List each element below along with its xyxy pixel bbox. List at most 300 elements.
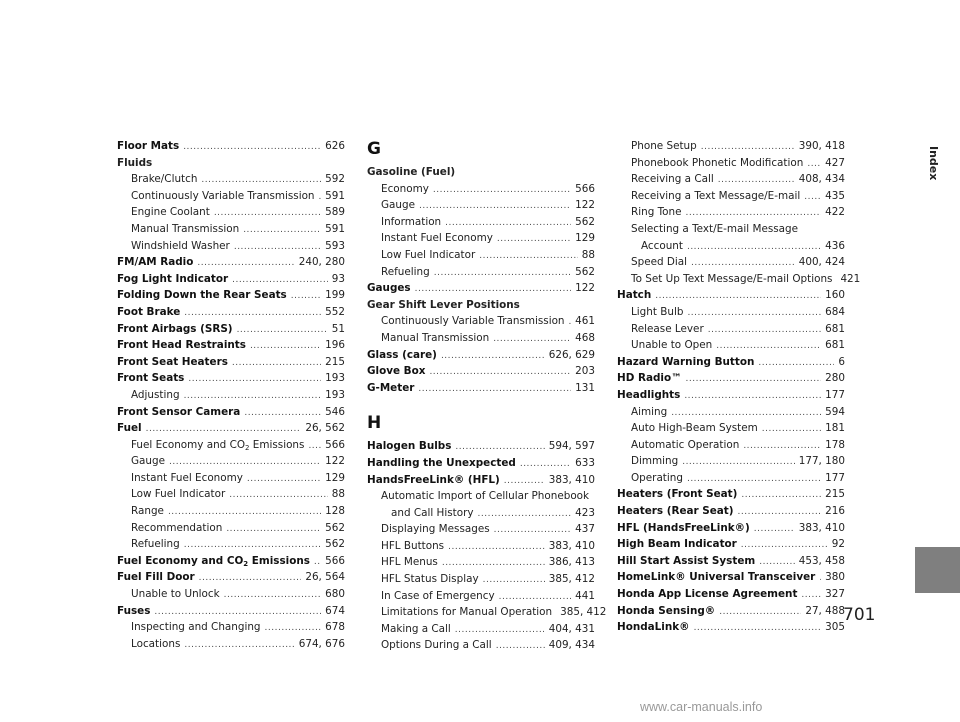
index-term: High Beam Indicator <box>617 538 737 551</box>
index-term: Glass (care) <box>367 348 437 361</box>
index-page-ref[interactable]: 594, 597 <box>548 440 595 453</box>
leader-dots <box>483 572 545 589</box>
index-entry <box>117 271 345 288</box>
index-page-ref[interactable]: 422 <box>825 206 845 219</box>
index-page-ref[interactable]: 592 <box>325 173 345 186</box>
index-page-ref[interactable]: 681 <box>825 339 845 352</box>
index-entry <box>117 354 345 371</box>
index-entry <box>117 453 345 470</box>
index-term: Headlights <box>617 388 681 401</box>
section-letter-g: G <box>367 139 381 159</box>
index-entry <box>117 553 345 570</box>
index-page-ref[interactable]: 26, 564 <box>305 571 345 584</box>
leader-dots <box>479 248 578 265</box>
index-entry <box>617 586 845 603</box>
index-term: Phonebook Phonetic Modification <box>631 156 804 169</box>
index-term: and Call History <box>391 506 474 519</box>
leader-dots <box>237 322 328 339</box>
index-page-ref[interactable]: 93 <box>331 272 345 285</box>
index-page-ref[interactable]: 591 <box>325 222 345 235</box>
index-term: Foot Brake <box>117 305 181 318</box>
leader-dots <box>169 454 321 471</box>
index-page-ref[interactable]: 435 <box>825 189 845 202</box>
index-term: Front Seat Heaters <box>117 355 228 368</box>
index-term: Account <box>641 239 683 252</box>
index-entry <box>117 586 345 603</box>
index-page-ref[interactable]: 680 <box>325 588 345 601</box>
index-page-ref[interactable]: 177, 180 <box>798 455 845 468</box>
index-side-tab <box>913 140 960 186</box>
leader-dots <box>682 454 795 471</box>
leader-dots <box>243 222 321 239</box>
index-entry <box>617 337 845 354</box>
index-entry <box>117 437 345 454</box>
leader-dots <box>229 487 328 504</box>
index-term: Locations <box>131 637 181 650</box>
index-term: Instant Fuel Economy <box>381 232 493 245</box>
leader-dots <box>433 182 571 199</box>
index-page-ref[interactable]: 562 <box>575 215 595 228</box>
index-entry <box>117 619 345 636</box>
index-page-ref[interactable]: 386, 413 <box>548 556 595 569</box>
index-term: Gauges <box>367 282 411 295</box>
leader-dots <box>762 421 821 438</box>
leader-dots <box>184 637 294 654</box>
index-page-ref[interactable]: 441 <box>575 589 595 602</box>
index-entry <box>117 254 345 271</box>
index-entry <box>367 505 595 522</box>
index-page-ref[interactable]: 552 <box>325 305 345 318</box>
leader-dots <box>759 554 795 571</box>
index-page-ref[interactable]: 409, 434 <box>548 639 595 652</box>
index-page-ref[interactable]: 131 <box>575 381 595 394</box>
leader-dots <box>478 506 572 523</box>
leader-dots <box>807 156 821 173</box>
index-page-ref[interactable]: 562 <box>325 521 345 534</box>
index-entry <box>617 486 845 503</box>
index-term: Release Lever <box>631 322 704 335</box>
index-entry <box>617 171 845 188</box>
index-term: Manual Transmission <box>131 222 240 235</box>
index-entry <box>617 287 845 304</box>
index-entry <box>367 347 595 364</box>
index-page-ref[interactable]: 240, 280 <box>298 256 345 269</box>
leader-dots <box>154 604 321 621</box>
index-page-ref[interactable]: 122 <box>575 199 595 212</box>
index-page-ref[interactable]: 468 <box>575 331 595 344</box>
index-entry <box>117 486 345 503</box>
index-entry <box>367 264 595 281</box>
index-term: Fog Light Indicator <box>117 272 229 285</box>
index-term: Unable to Unlock <box>131 588 220 601</box>
index-entry <box>617 536 845 553</box>
index-entry <box>367 330 595 347</box>
index-term: Continuously Variable Transmission <box>381 315 565 328</box>
index-page-ref[interactable]: 280 <box>825 372 845 385</box>
index-entry <box>367 363 595 380</box>
index-term: To Set Up Text Message/E-mail Options <box>631 272 833 285</box>
index-entry <box>617 238 845 255</box>
index-entry <box>367 197 595 214</box>
index-entry <box>367 214 595 231</box>
index-term: Dimming <box>631 455 679 468</box>
index-term: Inspecting and Changing <box>131 621 261 634</box>
index-term: Continuously Variable Transmission <box>131 189 315 202</box>
leader-dots <box>291 288 321 305</box>
leader-dots <box>819 570 821 587</box>
index-term: HFL (HandsFreeLink®) <box>617 521 750 534</box>
leader-dots <box>493 331 571 348</box>
index-page-ref[interactable]: 566 <box>575 182 595 195</box>
leader-dots <box>687 239 821 256</box>
leader-dots <box>429 364 571 381</box>
index-term: Receiving a Text Message/E-mail <box>631 189 801 202</box>
index-page-ref[interactable]: 385, 412 <box>560 606 607 619</box>
index-page-ref[interactable]: 562 <box>575 265 595 278</box>
index-page-ref[interactable]: 88 <box>331 488 345 501</box>
index-entry <box>617 155 845 172</box>
leader-dots <box>687 471 821 488</box>
index-page-ref[interactable]: 27, 488 <box>805 604 845 617</box>
index-heading: Fluids <box>117 156 153 169</box>
index-term: HomeLink® Universal Transceiver <box>617 571 816 584</box>
index-entry <box>117 337 345 354</box>
index-term: FM/AM Radio <box>117 256 194 269</box>
index-term: Phone Setup <box>631 140 697 152</box>
index-entry <box>617 321 845 338</box>
section-letter-h: H <box>367 413 382 434</box>
index-entry <box>617 420 845 437</box>
index-page-ref[interactable]: 546 <box>325 405 345 418</box>
leader-dots <box>184 537 321 554</box>
index-term: Unable to Open <box>631 339 713 352</box>
index-entry <box>617 138 845 155</box>
index-entry <box>367 521 595 538</box>
index-page-ref[interactable]: 216 <box>825 505 845 518</box>
index-page-ref[interactable]: 178 <box>825 438 845 451</box>
index-page-ref[interactable]: 390, 418 <box>798 140 845 152</box>
index-page-ref[interactable]: 436 <box>825 239 845 252</box>
watermark: www.car-manuals.info <box>640 700 763 714</box>
leader-dots <box>694 620 822 637</box>
index-entry <box>617 437 845 454</box>
index-page-ref[interactable]: 562 <box>325 538 345 551</box>
leader-dots <box>448 539 545 556</box>
index-page-ref[interactable]: 177 <box>825 388 845 401</box>
leader-dots <box>226 521 321 538</box>
index-entry <box>367 554 595 571</box>
index-column-2 <box>367 138 607 654</box>
leader-dots <box>250 338 321 355</box>
index-entry <box>367 571 595 588</box>
index-term: Windshield Washer <box>131 239 230 252</box>
index-term: Heaters (Front Seat) <box>617 488 738 501</box>
index-term: Folding Down the Rear Seats <box>117 289 287 302</box>
leader-dots <box>441 348 545 365</box>
leader-dots <box>496 638 545 655</box>
index-page-ref[interactable]: 633 <box>575 456 595 469</box>
leader-dots <box>265 620 322 637</box>
index-page-ref[interactable]: 129 <box>575 232 595 245</box>
index-page-ref[interactable]: 589 <box>325 206 345 219</box>
leader-dots <box>184 305 321 322</box>
leader-dots <box>701 139 795 156</box>
leader-dots <box>168 504 321 521</box>
leader-dots <box>188 371 321 388</box>
index-page-ref[interactable]: 453, 458 <box>798 554 845 567</box>
leader-dots <box>314 554 321 571</box>
index-page-ref[interactable]: 327 <box>825 588 845 601</box>
index-page-ref[interactable]: 678 <box>325 621 345 634</box>
index-page-ref[interactable]: 591 <box>325 189 345 202</box>
index-entry <box>367 472 595 489</box>
index-entry <box>367 181 595 198</box>
index-page-ref[interactable]: 26, 562 <box>305 422 345 435</box>
index-term: Heaters (Rear Seat) <box>617 505 734 518</box>
leader-dots <box>415 281 572 298</box>
index-entry <box>117 503 345 520</box>
index-page-ref[interactable]: 196 <box>325 339 345 352</box>
index-entry <box>367 588 595 605</box>
index-entry <box>117 304 345 321</box>
index-term: Recommendation <box>131 521 223 534</box>
index-entry <box>367 230 595 247</box>
leader-dots <box>455 439 544 456</box>
index-heading: Automatic Import of Cellular Phonebook <box>381 490 590 503</box>
leader-dots <box>687 305 821 322</box>
index-term: HFL Buttons <box>381 539 445 552</box>
index-entry <box>617 453 845 470</box>
index-term: Limitations for Manual Operation <box>381 606 553 619</box>
index-page-ref[interactable]: 193 <box>325 372 345 385</box>
index-entry <box>367 455 595 472</box>
index-term: Front Airbags (SRS) <box>117 322 233 335</box>
index-page-ref[interactable]: 88 <box>581 248 595 261</box>
leader-dots <box>741 487 821 504</box>
leader-dots <box>758 355 834 372</box>
leader-dots <box>419 198 571 215</box>
index-page-ref[interactable]: 626, 629 <box>548 348 595 361</box>
index-entry <box>367 604 607 621</box>
index-entry <box>617 603 845 620</box>
index-term: Hazard Warning Button <box>617 355 755 368</box>
index-entry <box>117 238 345 255</box>
index-term: Low Fuel Indicator <box>131 488 226 501</box>
index-page-ref[interactable]: 461 <box>575 315 595 328</box>
index-page-ref[interactable]: 423 <box>575 506 595 519</box>
index-page-ref[interactable]: 684 <box>825 305 845 318</box>
index-entry <box>117 204 345 221</box>
leader-dots <box>199 570 302 587</box>
index-page-ref[interactable]: 305 <box>825 621 845 634</box>
index-page-ref[interactable]: 128 <box>325 505 345 518</box>
index-entry <box>617 387 845 404</box>
leader-dots <box>244 405 321 422</box>
leader-dots <box>801 587 821 604</box>
leader-dots <box>224 587 322 604</box>
leader-dots <box>804 189 821 206</box>
index-page-ref[interactable]: 593 <box>325 239 345 252</box>
index-term: Front Seats <box>117 372 185 385</box>
leader-dots <box>520 456 571 473</box>
index-page-ref[interactable]: 177 <box>825 471 845 484</box>
index-page-ref[interactable]: 626 <box>325 140 345 152</box>
index-term: Floor Mats <box>117 140 180 152</box>
index-page-ref[interactable]: 215 <box>825 488 845 501</box>
index-term: Displaying Messages <box>381 523 490 536</box>
index-term: Handling the Unexpected <box>367 456 516 469</box>
index-entry <box>117 420 345 437</box>
index-entry <box>367 637 595 654</box>
index-term: Speed Dial <box>631 256 688 269</box>
index-term: Honda Sensing® <box>617 604 716 617</box>
index-entry <box>617 470 845 487</box>
index-tab-label: Index <box>927 146 940 181</box>
index-page-ref[interactable]: 421 <box>840 272 861 285</box>
index-term: Economy <box>381 182 429 195</box>
index-page-ref[interactable]: 674 <box>325 604 345 617</box>
index-term: Front Head Restraints <box>117 339 246 352</box>
index-term: Refueling <box>131 538 180 551</box>
index-term: Manual Transmission <box>381 331 490 344</box>
index-entry <box>367 621 595 638</box>
index-term: Fuel <box>117 422 142 435</box>
index-entry <box>117 569 345 586</box>
index-entry <box>617 354 845 371</box>
index-entry <box>117 470 345 487</box>
leader-dots <box>319 189 322 206</box>
index-entry <box>117 287 345 304</box>
index-entry <box>617 254 845 271</box>
index-entry <box>367 438 595 455</box>
index-entry <box>617 404 845 421</box>
leader-dots <box>232 272 328 289</box>
index-page-ref[interactable]: 566 <box>325 554 345 567</box>
index-term: Engine Coolant <box>131 206 210 219</box>
index-page-ref[interactable]: 383, 410 <box>548 539 595 552</box>
index-page-ref[interactable]: 594 <box>825 405 845 418</box>
leader-dots <box>183 139 321 156</box>
index-page-ref[interactable]: 380 <box>825 571 845 584</box>
index-term: Gauge <box>131 455 165 468</box>
index-page-ref[interactable]: 199 <box>325 289 345 302</box>
index-term: Ring Tone <box>631 206 682 219</box>
index-entry <box>117 636 345 653</box>
leader-dots <box>718 172 795 189</box>
index-page-ref[interactable]: 674, 676 <box>298 637 345 650</box>
index-page-ref[interactable]: 681 <box>825 322 845 335</box>
index-term: Fuel Economy and $CO_2$ Emissions <box>117 554 310 568</box>
index-term: Fuses <box>117 604 151 617</box>
index-term: Low Fuel Indicator <box>381 248 476 261</box>
index-entry <box>617 304 845 321</box>
index-page-ref[interactable]: 383, 410 <box>798 521 845 534</box>
leader-dots <box>308 438 321 455</box>
leader-dots <box>247 471 321 488</box>
index-entry <box>117 520 345 537</box>
index-page-ref[interactable]: 122 <box>325 455 345 468</box>
leader-dots <box>738 504 822 521</box>
section-g-entries <box>367 164 595 396</box>
index-term: Hatch <box>617 289 652 302</box>
index-entry <box>117 404 345 421</box>
index-term: Making a Call <box>381 622 451 635</box>
index-term: Auto High-Beam System <box>631 422 758 435</box>
index-term: Halogen Bulbs <box>367 440 452 453</box>
index-term: HondaLink® <box>617 621 690 634</box>
index-page-ref[interactable]: 6 <box>838 355 845 368</box>
leader-dots <box>685 371 821 388</box>
index-term: Information <box>381 215 442 228</box>
section-marker-box <box>915 547 960 593</box>
index-entry <box>117 138 345 155</box>
leader-dots <box>743 438 821 455</box>
index-page-ref[interactable]: 160 <box>825 289 845 302</box>
index-page-ref[interactable]: 408, 434 <box>798 173 845 186</box>
index-entry <box>367 280 595 297</box>
leader-dots <box>146 421 302 438</box>
index-entry <box>617 271 861 288</box>
index-term: HFL Menus <box>381 556 438 569</box>
index-page-ref[interactable]: 437 <box>575 523 595 536</box>
index-page-ref[interactable]: 203 <box>575 365 595 378</box>
index-page-ref[interactable]: 181 <box>825 422 845 435</box>
index-entry <box>117 171 345 188</box>
index-page-ref[interactable]: 92 <box>831 538 845 551</box>
index-page-ref[interactable]: 404, 431 <box>548 622 595 635</box>
index-term: Brake/Clutch <box>131 173 198 186</box>
index-entry <box>117 370 345 387</box>
leader-dots <box>671 405 821 422</box>
index-page-ref[interactable]: 427 <box>825 156 845 169</box>
index-page-ref[interactable]: 400, 424 <box>798 256 845 269</box>
leader-dots <box>197 255 294 272</box>
index-page-ref[interactable]: 193 <box>325 388 345 401</box>
leader-dots <box>569 314 572 331</box>
index-page-ref[interactable]: 51 <box>331 322 345 335</box>
leader-dots <box>499 589 572 606</box>
index-term: G-Meter <box>367 381 415 394</box>
index-term: Front Sensor Camera <box>117 405 241 418</box>
index-term: Fuel Fill Door <box>117 571 195 584</box>
index-page-ref[interactable]: 566 <box>325 438 345 451</box>
index-term: Fuel Economy and $CO_2$ Emissions <box>131 438 305 452</box>
index-term: Light Bulb <box>631 305 684 318</box>
index-page-ref[interactable]: 122 <box>575 282 595 295</box>
leader-dots <box>719 604 801 621</box>
index-term: Instant Fuel Economy <box>131 471 243 484</box>
index-term: Automatic Operation <box>631 438 740 451</box>
index-page-ref[interactable]: 383, 410 <box>548 473 595 486</box>
index-page-ref[interactable]: 385, 412 <box>548 573 595 586</box>
index-entry <box>117 603 345 620</box>
leader-dots <box>232 355 321 372</box>
index-heading: Gasoline (Fuel) <box>367 166 456 178</box>
index-heading: Selecting a Text/E-mail Message <box>631 222 799 235</box>
leader-dots <box>684 388 821 405</box>
index-term: Aiming <box>631 405 668 418</box>
leader-dots <box>691 255 795 272</box>
index-term: Adjusting <box>131 388 180 401</box>
index-entry <box>117 221 345 238</box>
index-page-ref[interactable]: 129 <box>325 471 345 484</box>
leader-dots <box>754 521 795 538</box>
index-term: HD Radio™ <box>617 372 682 385</box>
index-page-ref[interactable]: 215 <box>325 355 345 368</box>
leader-dots <box>497 231 571 248</box>
index-term: Gauge <box>381 199 415 212</box>
leader-dots <box>442 555 545 572</box>
